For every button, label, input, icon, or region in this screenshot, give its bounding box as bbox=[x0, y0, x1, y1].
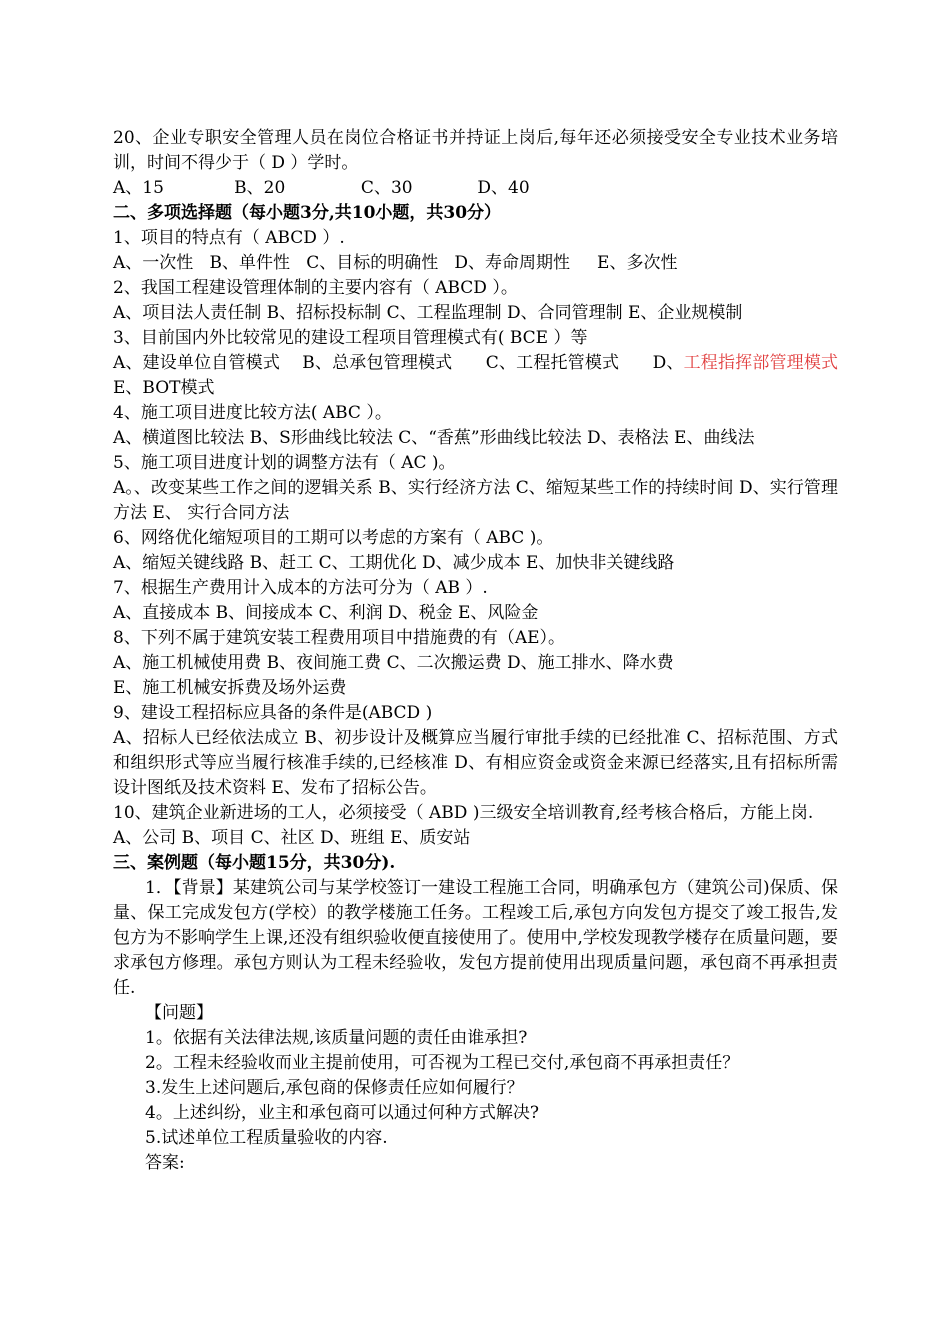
mq-9-stem: 9、建设工程招标应具备的条件是(ABCD ) bbox=[113, 703, 433, 723]
question-20-options: A、15 B、20 C、30 D、40 bbox=[113, 178, 530, 198]
mq-4-stem: 4、施工项目进度比较方法( ABC ）。 bbox=[113, 403, 392, 423]
mq-5-stem: 5、施工项目进度计划的调整方法有（ AC )。 bbox=[113, 453, 456, 473]
case-question-1: 1。依据有关法律法规,该质量问题的责任由谁承担? bbox=[145, 1028, 528, 1048]
question-20-stem: 20、企业专职安全管理人员在岗位合格证书并持证上岗后,每年还必须接受安全专业技术业务培训，时间不得少于（ D ）学时。 bbox=[113, 128, 838, 173]
mq-10-stem: 10、建筑企业新进场的工人，必须接受（ ABD )三级安全培训教育,经考核合格后，方能上岗. bbox=[113, 803, 814, 823]
mq-2-stem: 2、我国工程建设管理体制的主要内容有（ ABCD ）。 bbox=[113, 278, 518, 298]
case-background: 1．【背景】某建筑公司与某学校签订一建设工程施工合同，明确承包方（建筑公司)保质、保量、保工完成发包方(学校）的教学楼施工任务。工程竣工后,承包方向发包方提交了竣工报告,发包方为不影响学生上课,还没有组织验收便直接使用了。使用中,学校发现教学楼存在质量问题，要求承包方修理。承包方则认为工程未经验收，发包方提前使用出现质量问题，承包商不再承担责任. bbox=[113, 878, 838, 998]
document-body bbox=[113, 126, 838, 1176]
case-question-2: 2。工程未经验收而业主提前使用，可否视为工程已交付,承包商不再承担责任？ bbox=[145, 1053, 740, 1073]
mq-6-stem: 6、网络优化缩短项目的工期可以考虑的方案有（ ABC )。 bbox=[113, 528, 554, 548]
mq-8-options-line2: E、施工机械安拆费及场外运费 bbox=[113, 678, 347, 698]
mq-8-stem: 8、下列不属于建筑安装工程费用项目中措施费的有（AE）。 bbox=[113, 628, 566, 648]
mq-2-options: A、项目法人责任制 B、招标投标制 C、工程监理制 D、合同管理制 E、企业规模制 bbox=[113, 303, 743, 323]
mq-3-options-part-b: E、BOT模式 bbox=[113, 378, 215, 398]
mq-8-options: A、施工机械使用费 B、夜间施工费 C、二次搬运费 D、施工排水、降水费 bbox=[113, 653, 674, 673]
section-2-title: 二、多项选择题（每小题3分,共10小题，共30分） bbox=[113, 203, 502, 223]
case-answer-label: 答案: bbox=[145, 1153, 185, 1173]
mq-1-stem: 1、项目的特点有（ ABCD ）. bbox=[113, 228, 345, 248]
mq-3-options-part-a: A、建设单位自管模式 B、总承包管理模式 C、工程托管模式 D、 bbox=[113, 353, 684, 373]
mq-10-options: A、公司 B、项目 C、社区 D、班组 E、质安站 bbox=[113, 828, 471, 848]
section-3-title: 三、案例题（每小题15分，共30分). bbox=[113, 853, 396, 873]
mq-6-options: A、缩短关键线路 B、赶工 C、工期优化 D、减少成本 E、加快非关键线路 bbox=[113, 553, 675, 573]
case-question-5: 5.试述单位工程质量验收的内容. bbox=[145, 1128, 388, 1148]
mq-7-options: A、直接成本 B、间接成本 C、利润 D、税金 E、风险金 bbox=[113, 603, 539, 623]
mq-5-options: A。、改变某些工作之间的逻辑关系 B、实行经济方法 C、缩短某些工作的持续时间 D、实行管理方法 E、 实行合同方法 bbox=[113, 478, 838, 523]
mq-3-options bbox=[113, 351, 838, 401]
mq-3-stem: 3、目前国内外比较常见的建设工程项目管理模式有( BCE ）等 bbox=[113, 328, 588, 348]
mq-7-stem: 7、根据生产费用计入成本的方法可分为（ AB ）. bbox=[113, 578, 488, 598]
mq-1-options: A、一次性 B、单件性 C、目标的明确性 D、寿命周期性 E、多次性 bbox=[113, 253, 678, 273]
mq-3-options-highlight: 工程指挥部管理模式 bbox=[683, 353, 839, 373]
case-question-3: 3.发生上述问题后,承包商的保修责任应如何履行？ bbox=[145, 1078, 524, 1098]
mq-4-options: A、横道图比较法 B、S形曲线比较法 C、“香蕉”形曲线比较法 D、表格法 E、曲线法 bbox=[113, 428, 755, 448]
mq-9-options: A、招标人已经依法成立 B、初步设计及概算应当履行审批手续的已经批准 C、招标范围、方式和组织形式等应当履行核准手续的,已经核准 D、有相应资金或资金来源已经落实,且有招标所需设计图纸及技术资料 E、发布了招标公告。 bbox=[113, 728, 838, 798]
case-questions-label: 【问题】 bbox=[145, 1003, 213, 1023]
case-question-4: 4。上述纠纷，业主和承包商可以通过何种方式解决? bbox=[145, 1103, 539, 1123]
